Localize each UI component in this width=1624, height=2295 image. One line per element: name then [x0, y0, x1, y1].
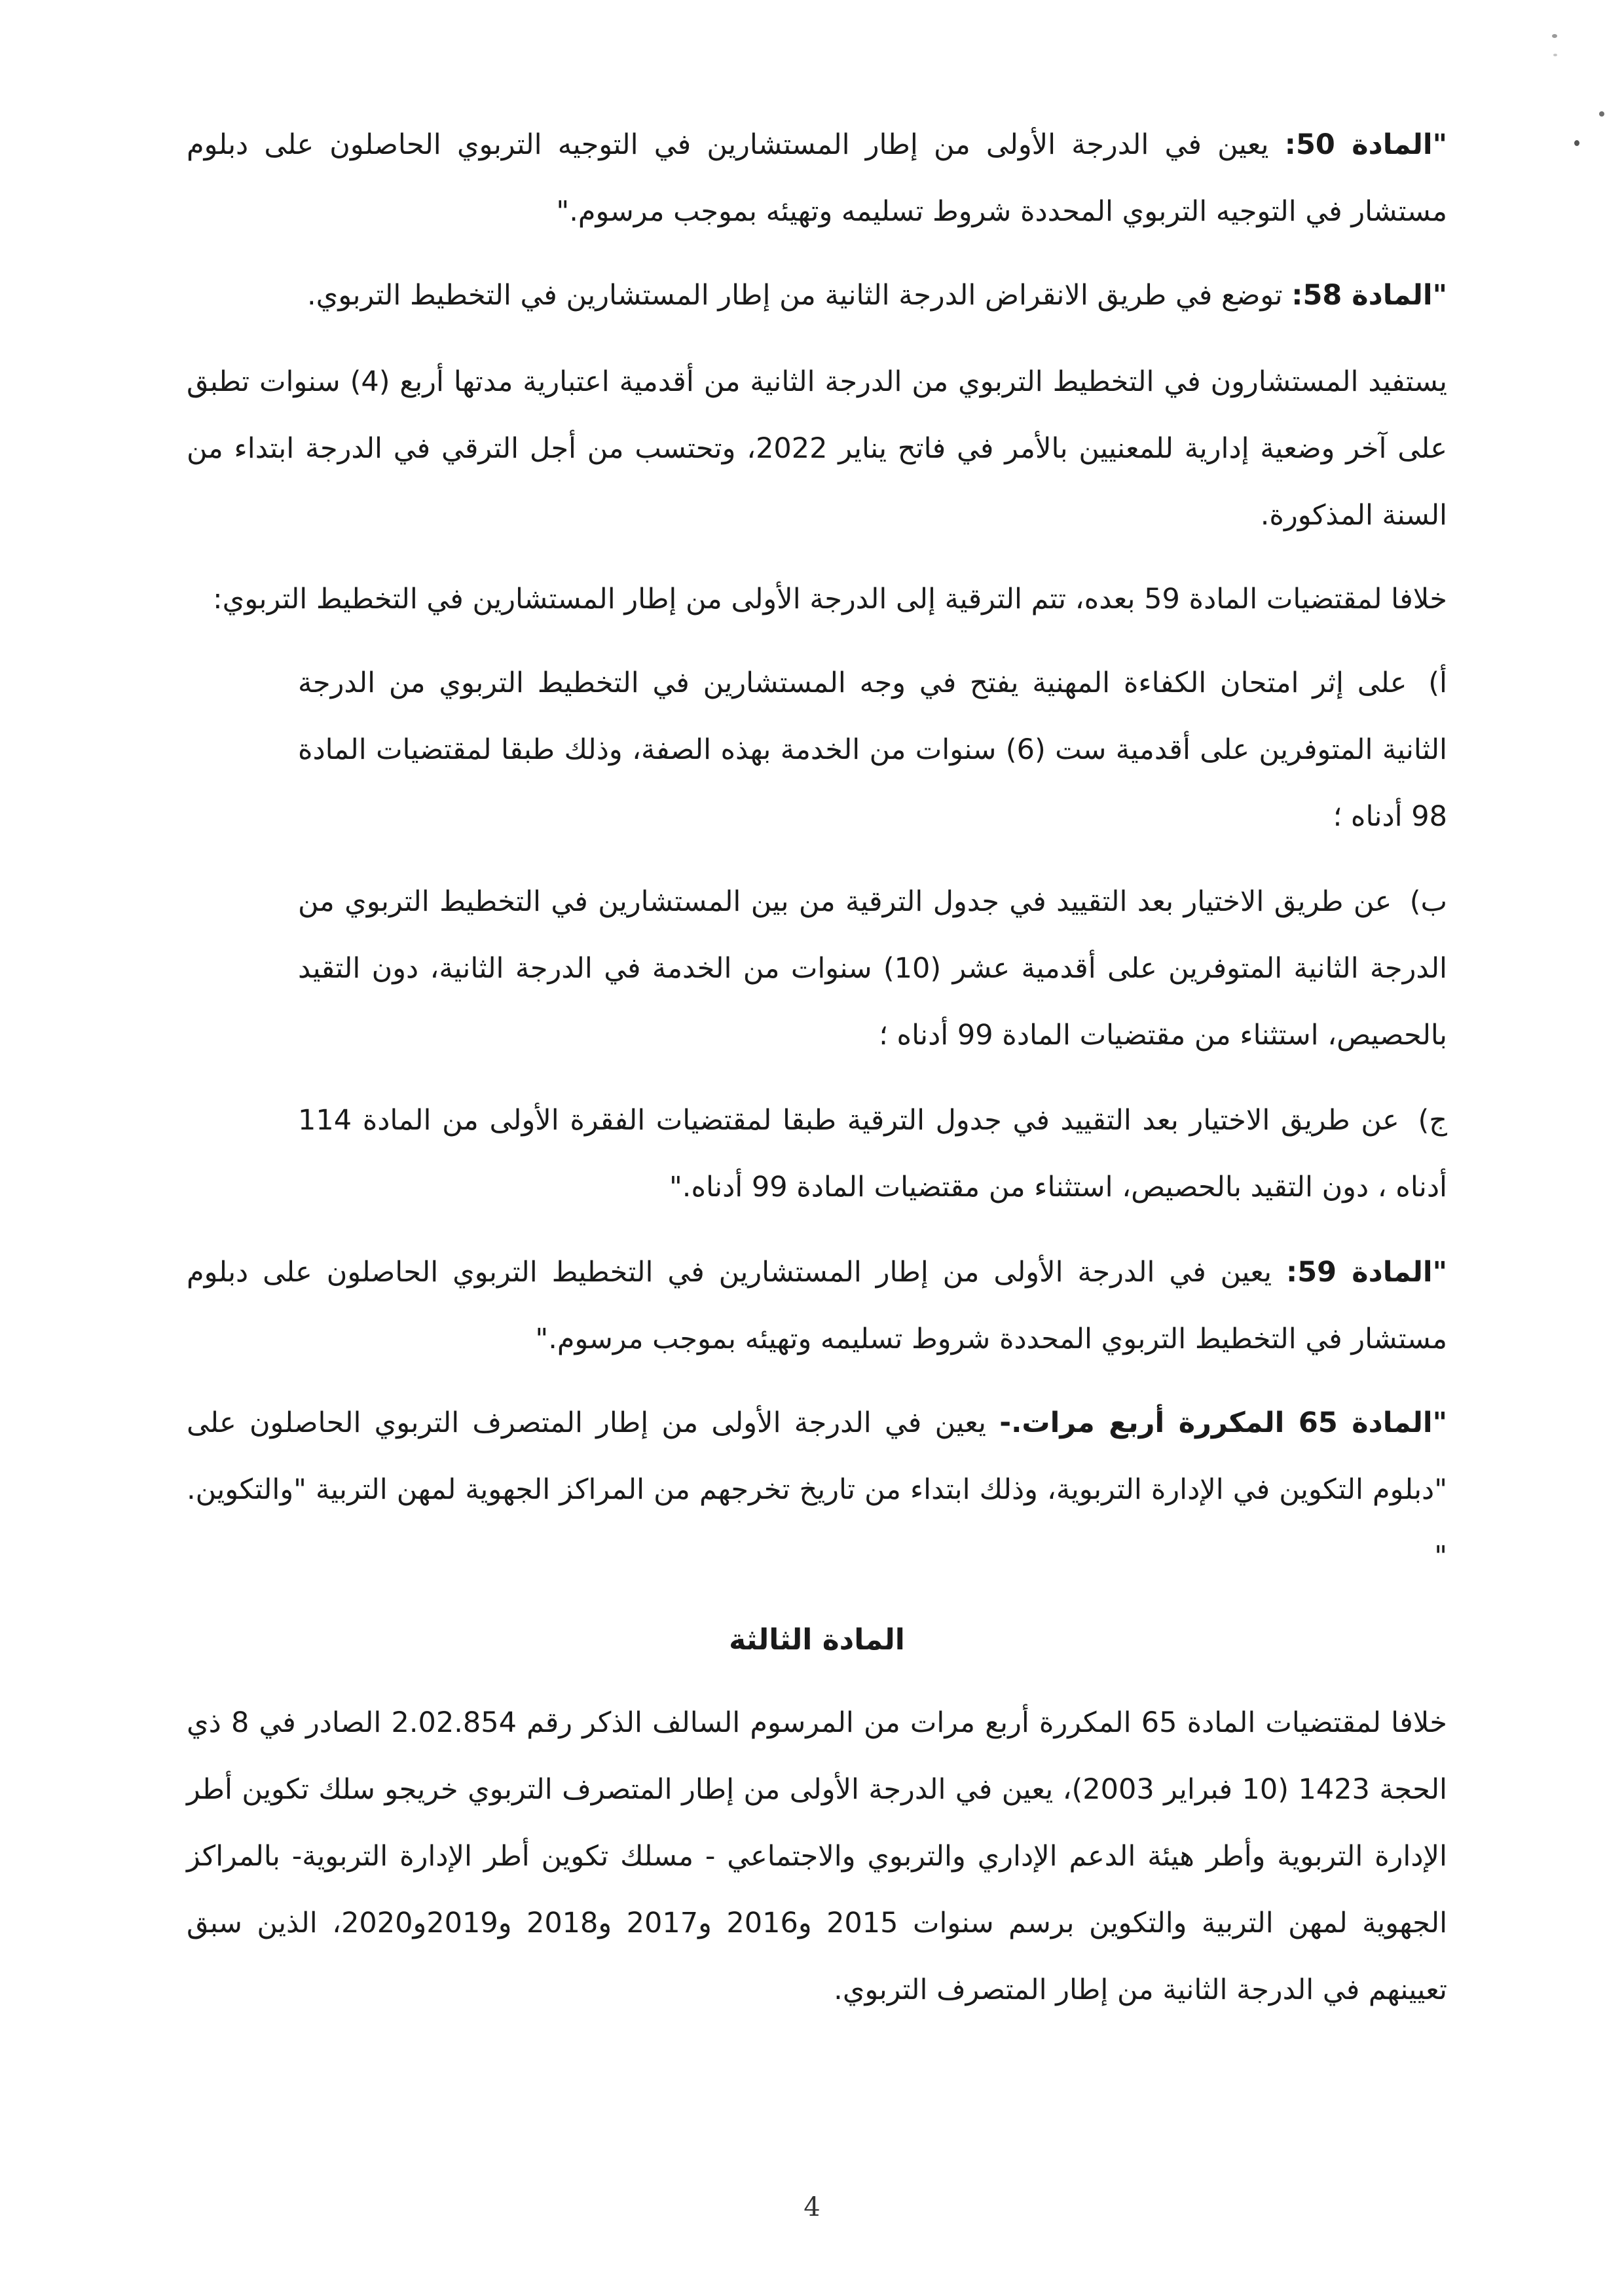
article-59-paragraph [187, 1239, 1447, 1372]
list-item [187, 1087, 1447, 1221]
list-item-text: عن طريق الاختيار بعد التقييد في جدول الترقية من بين المستشارين في التخطيط التربوي من الدرجة الثانية المتوفرين على أقدمية عشر (10) سنوات من الخدمة في الدرجة الثانية، دون التقيد بالحصيص، استثناء من مقتضيات المادة 99 أدناه ؛ [298, 885, 1447, 1052]
promotion-intro-paragraph [187, 566, 1447, 633]
list-item-text: على إثر امتحان الكفاءة المهنية يفتح في وجه المستشارين في التخطيط التربوي من الدرجة الثانية المتوفرين على أقدمية ست (6) سنوات من الخدمة بهذه الصفة، وذلك طبقا لمقتضيات المادة 98 أدناه ؛ [298, 667, 1447, 833]
final-paragraph-text: خلافا لمقتضيات المادة 65 المكررة أربع مرات من المرسوم السالف الذكر رقم 2.02.854 الصادر في 8 ذي الحجة 1423 (10 فبراير 2003)، يعين في الدرجة الأولى من إطار المتصرف التربوي خريجو سلك تكوين أطر الإدارة التربوية وأطر هيئة الدعم الإداري والتربوي والاجتماعي - مسلك تكوين أطر الإدارة التربوية- بالمراكز الجهوية لمهن التربية والتكوين برسم سنوات 2015 و2016 و2017 و2018 و2019و2020، الذين سبق تعيينهم في الدرجة الثانية من إطار المتصرف التربوي. [187, 1706, 1448, 2006]
article-50-label: "المادة 50: [1284, 128, 1447, 161]
list-item-label: ج) [1418, 1104, 1447, 1137]
article-65-text: يعين في الدرجة الأولى من إطار المتصرف التربوي الحاصلون على "دبلوم التكوين في الإدارة التربوية، وذلك ابتداء من تاريخ تخرجهم من المراكز الجهوية لمهن التربية "والتكوين. " [187, 1406, 1447, 1573]
scan-speck [1599, 111, 1604, 117]
seniority-text: يستفيد المستشارون في التخطيط التربوي من الدرجة الثانية من أقدمية اعتبارية مدتها أربع (4) سنوات تطبق على آخر وضعية إدارية للمعنيين بالأمر في فاتح يناير 2022، وتحتسب من أجل الترقي في الدرجة ابتداء من السنة المذكورة. [187, 365, 1447, 532]
final-paragraph [187, 1689, 1447, 2023]
scan-speck [1552, 34, 1557, 38]
list-item [187, 650, 1447, 850]
article-50-text: يعين في الدرجة الأولى من إطار المستشارين في التوجيه التربوي الحاصلون على دبلوم مستشار في التوجيه التربوي المحددة شروط تسليمه وتهيئه بموجب مرسوم." [187, 128, 1447, 228]
scan-speck [1574, 140, 1579, 146]
article-58-paragraph [187, 262, 1447, 329]
list-item-label: ب) [1409, 885, 1447, 918]
article-65-paragraph [187, 1389, 1447, 1590]
page-number: 4 [803, 2192, 821, 2222]
article-50-paragraph [187, 111, 1447, 245]
scan-speck [1553, 54, 1557, 56]
list-item-label: أ) [1428, 667, 1447, 699]
article-58-text: توضع في طريق الانقراض الدرجة الثانية من إطار المستشارين في التخطيط التربوي. [307, 279, 1283, 312]
article-59-text: يعين في الدرجة الأولى من إطار المستشارين في التخطيط التربوي الحاصلون على دبلوم مستشار في التخطيط التربوي المحددة شروط تسليمه وتهيئه بموجب مرسوم." [187, 1256, 1447, 1355]
list-item [187, 868, 1447, 1069]
article-59-label: "المادة 59: [1286, 1256, 1448, 1289]
article-58-label: "المادة 58: [1291, 279, 1447, 312]
promotion-intro-text: خلافا لمقتضيات المادة 59 بعده، تتم الترقية إلى الدرجة الأولى من إطار المستشارين في التخطيط التربوي: [213, 583, 1447, 615]
section-heading: المادة الثالثة [729, 1623, 905, 1657]
article-65-label: "المادة 65 المكررة أربع مرات.- [999, 1406, 1447, 1439]
document-body [187, 111, 1447, 2040]
seniority-paragraph [187, 348, 1447, 549]
list-item-text: عن طريق الاختيار بعد التقييد في جدول الترقية طبقا لمقتضيات الفقرة الأولى من المادة 114 أدناه ، دون التقيد بالحصيص، استثناء من مقتضيات المادة 99 أدناه." [298, 1104, 1447, 1203]
